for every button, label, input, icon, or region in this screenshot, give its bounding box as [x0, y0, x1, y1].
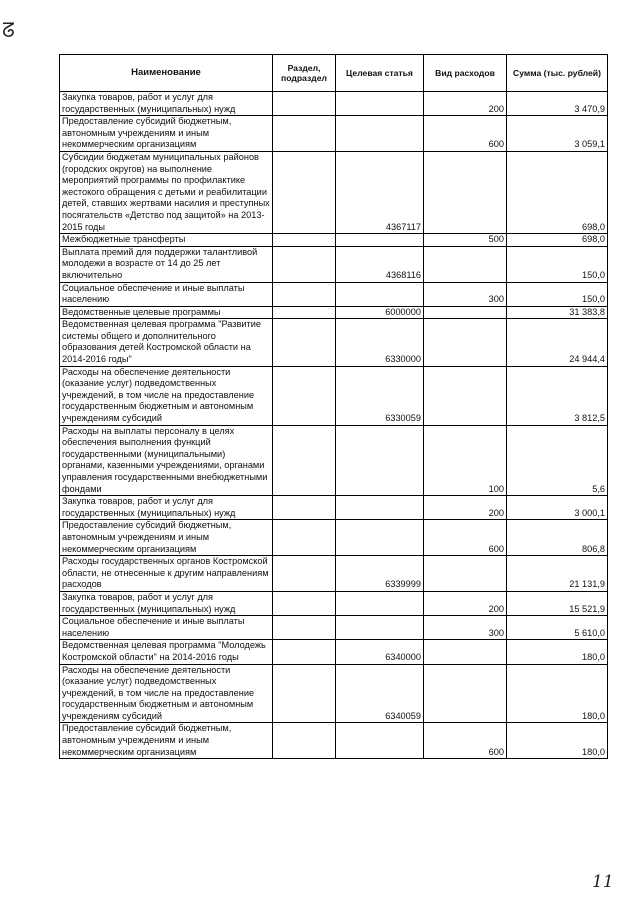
cell-name: Расходы на обеспечение деятельности (оказание услуг) подведомственных учреждений, в том числе на предоставление государственным бюджетным и автономным учреждениям субсидий: [60, 366, 273, 425]
table-row: [60, 425, 608, 496]
cell-sum: 5 610,0: [507, 616, 608, 640]
cell-sum: 180,0: [507, 664, 608, 723]
cell-sum: 150,0: [507, 282, 608, 306]
table-row: [60, 92, 608, 116]
cell-kind: 200: [424, 591, 507, 615]
cell-name: Закупка товаров, работ и услуг для государственных (муниципальных) нужд: [60, 591, 273, 615]
cell-section: [273, 306, 336, 319]
cell-name: Расходы государственных органов Костромской области, не отнесенные к другим направлениям расходов: [60, 556, 273, 592]
cell-section: [273, 282, 336, 306]
cell-name: Социальное обеспечение и иные выплаты населению: [60, 282, 273, 306]
cell-target: 6330000: [336, 319, 424, 366]
cell-kind: 500: [424, 234, 507, 247]
cell-section: [273, 556, 336, 592]
cell-section: [273, 664, 336, 723]
header-kind: Вид расходов: [424, 55, 507, 92]
cell-target: [336, 234, 424, 247]
cell-target: [336, 92, 424, 116]
cell-target: 4367117: [336, 151, 424, 233]
cell-kind: [424, 246, 507, 282]
cell-name: Выплата премий для поддержки талантливой молодежи в возрасте от 14 до 25 лет включительно: [60, 246, 273, 282]
cell-section: [273, 319, 336, 366]
cell-name: Расходы на выплаты персоналу в целях обеспечения выполнения функций государственными (муниципальными) органами, казенными учреждениями, органами управления государственными внебюджетными фондами: [60, 425, 273, 496]
cell-target: [336, 723, 424, 759]
cell-target: 4368116: [336, 246, 424, 282]
cell-name: Субсидии бюджетам муниципальных районов (городских округов) на выполнение мероприятий программы по профилактике жестокого обращения с детьми и реабилитации детей, ставших жертвами насилия и преступных посягательств «Детство под защитой» на 2013-2015 годы: [60, 151, 273, 233]
cell-sum: 15 521,9: [507, 591, 608, 615]
cell-section: [273, 425, 336, 496]
cell-section: [273, 366, 336, 425]
cell-target: [336, 520, 424, 556]
cell-kind: 600: [424, 116, 507, 152]
cell-sum: 180,0: [507, 723, 608, 759]
cell-sum: 806,8: [507, 520, 608, 556]
cell-kind: [424, 640, 507, 664]
table-row: [60, 366, 608, 425]
cell-name: Предоставление субсидий бюджетным, автономным учреждениям и иным некоммерческим организациям: [60, 723, 273, 759]
cell-sum: 3 000,1: [507, 496, 608, 520]
cell-target: [336, 425, 424, 496]
cell-name: Закупка товаров, работ и услуг для государственных (муниципальных) нужд: [60, 496, 273, 520]
cell-sum: 3 470,9: [507, 92, 608, 116]
table-row: [60, 556, 608, 592]
cell-kind: [424, 664, 507, 723]
cell-target: [336, 116, 424, 152]
cell-sum: 31 383,8: [507, 306, 608, 319]
header-name: Наименование: [60, 55, 273, 92]
cell-section: [273, 591, 336, 615]
cell-kind: 600: [424, 723, 507, 759]
cell-section: [273, 496, 336, 520]
cell-sum: 698,0: [507, 234, 608, 247]
cell-name: Социальное обеспечение и иные выплаты населению: [60, 616, 273, 640]
cell-kind: 300: [424, 282, 507, 306]
table-row: [60, 151, 608, 233]
table-body: [60, 92, 608, 759]
cell-sum: 21 131,9: [507, 556, 608, 592]
cell-section: [273, 723, 336, 759]
header-section: Раздел, подраздел: [273, 55, 336, 92]
cell-kind: 100: [424, 425, 507, 496]
table-row: [60, 616, 608, 640]
handwritten-corner-mark: ᘔ: [2, 18, 15, 42]
cell-target: 6000000: [336, 306, 424, 319]
table-row: [60, 496, 608, 520]
cell-name: Межбюджетные трансферты: [60, 234, 273, 247]
cell-target: [336, 591, 424, 615]
cell-sum: 3 812,5: [507, 366, 608, 425]
cell-kind: [424, 366, 507, 425]
cell-target: 6340059: [336, 664, 424, 723]
table-row: [60, 319, 608, 366]
cell-kind: [424, 556, 507, 592]
cell-target: 6339999: [336, 556, 424, 592]
cell-name: Ведомственные целевые программы: [60, 306, 273, 319]
budget-table: [59, 54, 608, 759]
cell-name: Ведомственная целевая программа "Развитие системы общего и дополнительного образования детей Костромской области на 2014-2016 годы": [60, 319, 273, 366]
table-row: [60, 246, 608, 282]
cell-kind: [424, 306, 507, 319]
cell-section: [273, 616, 336, 640]
page-number: 11: [592, 872, 614, 892]
table-header-row: [60, 55, 608, 92]
cell-name: Ведомственная целевая программа "Молодежь Костромской области" на 2014-2016 годы: [60, 640, 273, 664]
table-row: [60, 306, 608, 319]
cell-name: Расходы на обеспечение деятельности (оказание услуг) подведомственных учреждений, в том числе на предоставление государственным бюджетным и автономным учреждениям субсидий: [60, 664, 273, 723]
table-row: [60, 520, 608, 556]
cell-section: [273, 640, 336, 664]
table-row: [60, 234, 608, 247]
cell-kind: 600: [424, 520, 507, 556]
cell-section: [273, 234, 336, 247]
cell-section: [273, 246, 336, 282]
table-row: [60, 591, 608, 615]
cell-sum: 24 944,4: [507, 319, 608, 366]
cell-target: [336, 496, 424, 520]
cell-kind: 200: [424, 496, 507, 520]
header-sum: Сумма (тыс. рублей): [507, 55, 608, 92]
table-row: [60, 116, 608, 152]
cell-kind: [424, 319, 507, 366]
cell-sum: 150,0: [507, 246, 608, 282]
cell-name: Предоставление субсидий бюджетным, автономным учреждениям и иным некоммерческим организациям: [60, 520, 273, 556]
cell-section: [273, 151, 336, 233]
cell-target: 6340000: [336, 640, 424, 664]
cell-sum: 3 059,1: [507, 116, 608, 152]
cell-section: [273, 92, 336, 116]
cell-section: [273, 116, 336, 152]
cell-target: 6330059: [336, 366, 424, 425]
table-row: [60, 640, 608, 664]
table-row: [60, 282, 608, 306]
cell-kind: 200: [424, 92, 507, 116]
cell-name: Закупка товаров, работ и услуг для государственных (муниципальных) нужд: [60, 92, 273, 116]
cell-kind: 300: [424, 616, 507, 640]
cell-kind: [424, 151, 507, 233]
cell-sum: 698,0: [507, 151, 608, 233]
table-row: [60, 664, 608, 723]
header-target: Целевая статья: [336, 55, 424, 92]
cell-target: [336, 616, 424, 640]
cell-sum: 180,0: [507, 640, 608, 664]
cell-name: Предоставление субсидий бюджетным, автономным учреждениям и иным некоммерческим организациям: [60, 116, 273, 152]
cell-target: [336, 282, 424, 306]
table-row: [60, 723, 608, 759]
cell-sum: 5,6: [507, 425, 608, 496]
cell-section: [273, 520, 336, 556]
